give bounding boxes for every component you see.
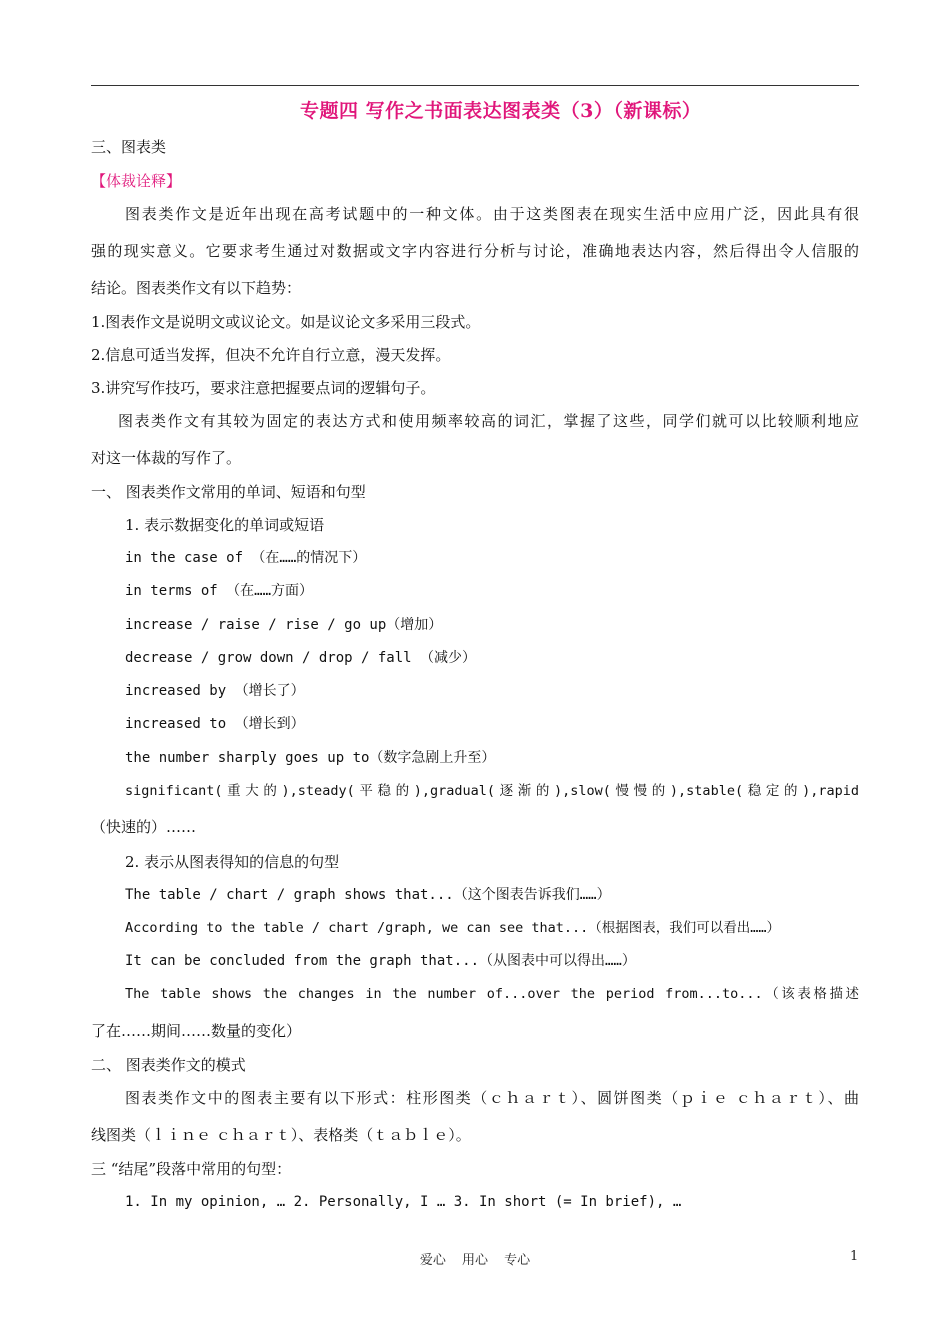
footer-word: 用心 <box>461 1253 488 1268</box>
list-item: 2.信息可适当发挥，但决不允许自行立意，漫天发挥。 <box>91 346 451 364</box>
paragraph-line: 图表类作文是近年出现在高考试题中的一种文体。由于这类图表在现实生活中应用广泛，因此具有很 <box>125 205 859 223</box>
phrase-line: increase / raise / rise / go up（增加） <box>125 617 443 633</box>
footer-word: 爱心 <box>419 1253 446 1268</box>
phrase-line: the number sharply goes up to（数字急剧上升至） <box>125 750 496 766</box>
paragraph-line: 强的现实意义。它要求考生通过对数据或文字内容进行分析与讨论，准确地表达内容，然后得出令人信服的 <box>91 242 859 260</box>
paragraph-line: 图表类作文有其较为固定的表达方式和使用频率较高的词汇，掌握了这些，同学们就可以比较顺利地应 <box>118 412 859 430</box>
phrase-line: in terms of （在……方面） <box>125 583 314 599</box>
phrase-line: increased to （增长到） <box>125 716 305 732</box>
section-heading: 三 “结尾”段落中常用的句型： <box>91 1160 292 1178</box>
phrase-line: in the case of （在……的情况下） <box>125 550 367 566</box>
page-footer <box>0 1249 950 1268</box>
subsection-heading: 1. 表示数据变化的单词或短语 <box>125 516 325 534</box>
genre-label: 【体裁诠释】 <box>91 172 182 190</box>
phrase-line: significant(重大的),steady(平稳的),gradual(逐渐的),slow(慢慢的),stable(稳定的),rapid <box>125 783 859 799</box>
list-item: 3.讲究写作技巧，要求注意把握要点词的逻辑句子。 <box>91 379 436 397</box>
header-rule <box>91 85 859 86</box>
subsection-heading: 2. 表示从图表得知的信息的句型 <box>125 853 340 871</box>
paragraph-line: 对这一体裁的写作了。 <box>91 449 242 467</box>
paragraph-line: 线图类（ｌｉｎｅ ｃｈａｒｔ）、表格类（ｔａｂｌｅ）。 <box>91 1126 471 1144</box>
sentence-pattern: 了在……期间……数量的变化） <box>91 1022 302 1040</box>
sentence-pattern: 1. In my opinion, … 2. Personally, I … 3. In short (= In brief), … <box>125 1194 682 1210</box>
sentence-pattern: The table / chart / graph shows that...（这个图表告诉我们……） <box>125 887 611 903</box>
phrase-line: （快速的）…… <box>91 818 197 836</box>
page-number: 1 <box>850 1249 859 1264</box>
paragraph-line: 结论。图表类作文有以下趋势： <box>91 279 302 297</box>
footer-word: 专心 <box>504 1253 531 1268</box>
sentence-pattern: It can be concluded from the graph that...（从图表中可以得出……） <box>125 953 636 969</box>
page-title: 专题四 写作之书面表达图表类（3）（新课标） <box>300 100 702 122</box>
sentence-pattern: According to the table / chart /graph, we can see that...（根据图表，我们可以看出……） <box>125 920 781 936</box>
list-item: 1.图表作文是说明文或议论文。如是议论文多采用三段式。 <box>91 313 481 331</box>
sentence-pattern: The table shows the changes in the number of...over the period from...to...（该表格描述 <box>125 986 859 1002</box>
section-heading: 三、图表类 <box>91 138 167 156</box>
phrase-line: decrease / grow down / drop / fall （减少） <box>125 650 477 666</box>
section-heading: 一、 图表类作文常用的单词、短语和句型 <box>91 483 366 501</box>
paragraph-line: 图表类作文中的图表主要有以下形式：柱形图类（ｃｈａｒｔ）、圆饼图类（ｐｉｅ ｃｈａｒｔ）、曲 <box>125 1089 859 1107</box>
section-heading: 二、 图表类作文的模式 <box>91 1056 246 1074</box>
phrase-line: increased by （增长了） <box>125 683 305 699</box>
